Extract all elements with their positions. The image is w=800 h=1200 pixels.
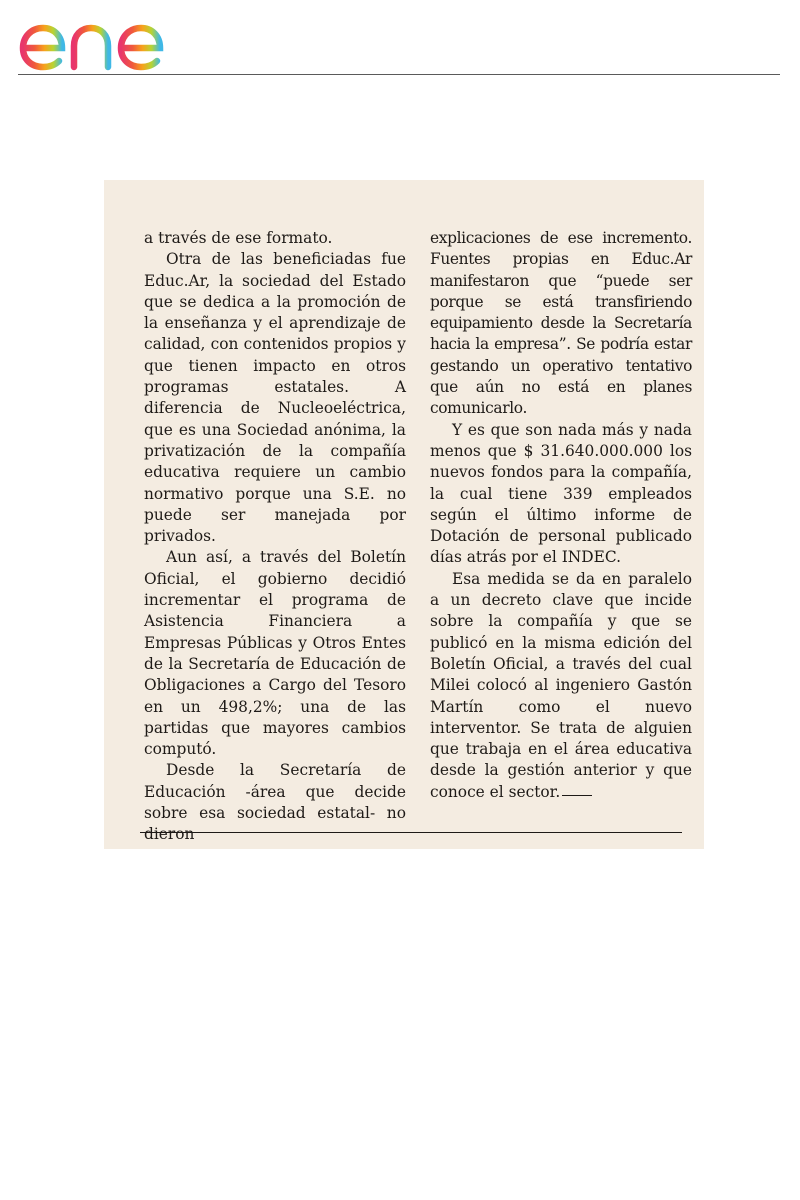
- article-left-column: [144, 228, 406, 846]
- header-divider: [18, 74, 780, 75]
- article-paragraph: Aun así, a través del Boletín Oficial, el gobierno decidió incrementar el programa de Asistencia Financiera a Empresas Públicas y Otros Entes de la Secretaría de Educación de Obligaciones a Cargo del Tesoro en un 498,2%; una de las partidas que mayores cambios computó.: [144, 548, 406, 759]
- article-paragraph: a través de ese formato.: [144, 229, 333, 247]
- newspaper-clipping: [104, 180, 704, 849]
- article-paragraph: [430, 569, 692, 803]
- enel-logo-mark: [18, 2, 192, 72]
- article-paragraph: explicaciones de ese incremento. Fuentes propias en Educ.Ar manifestaron que “puede ser porque se está transfiriendo equipamiento desde la Secretaría hacia la empresa”. Se podría estar gestando un operativo tentativo que aún no está en planes comunicarlo.: [430, 229, 692, 418]
- article-paragraph-text: Esa medida se da en paralelo a un decreto clave que incide sobre la compañía y que se publicó en la misma edición del Boletín Oficial, a través del cual Milei colocó al ingeniero Gastón Martín como el nuevo interventor. Se trata de alguien que trabaja en el área educativa desde la gestión anterior y que conoce el sector.: [430, 569, 692, 801]
- article-paragraph: Y es que son nada más y nada menos que $ 31.640.000.000 los nuevos fondos para la compañía, la cual tiene 339 empleados según el último informe de Dotación de personal publicado días atrás por el INDEC.: [430, 420, 692, 567]
- article-paragraph: Otra de las beneficiadas fue Educ.Ar, la sociedad del Estado que se dedica a la promoción de la enseñanza y el aprendizaje de calidad, con contenidos propios y que tienen impacto en otros programas estatales. A diferencia de Nucleoeléctrica, que es una Sociedad anónima, la privatización de la compañía educativa requiere un cambio normativo porque una S.E. no puede ser manejada por privados.: [144, 250, 406, 546]
- clipping-bottom-rule: [140, 832, 682, 833]
- article-right-column: [430, 228, 692, 803]
- article-paragraph: Desde la Secretaría de Educación -área que decide sobre esa sociedad estatal- no dieron: [144, 761, 406, 844]
- enel-logo: [18, 2, 192, 72]
- article-end-mark: [562, 795, 592, 796]
